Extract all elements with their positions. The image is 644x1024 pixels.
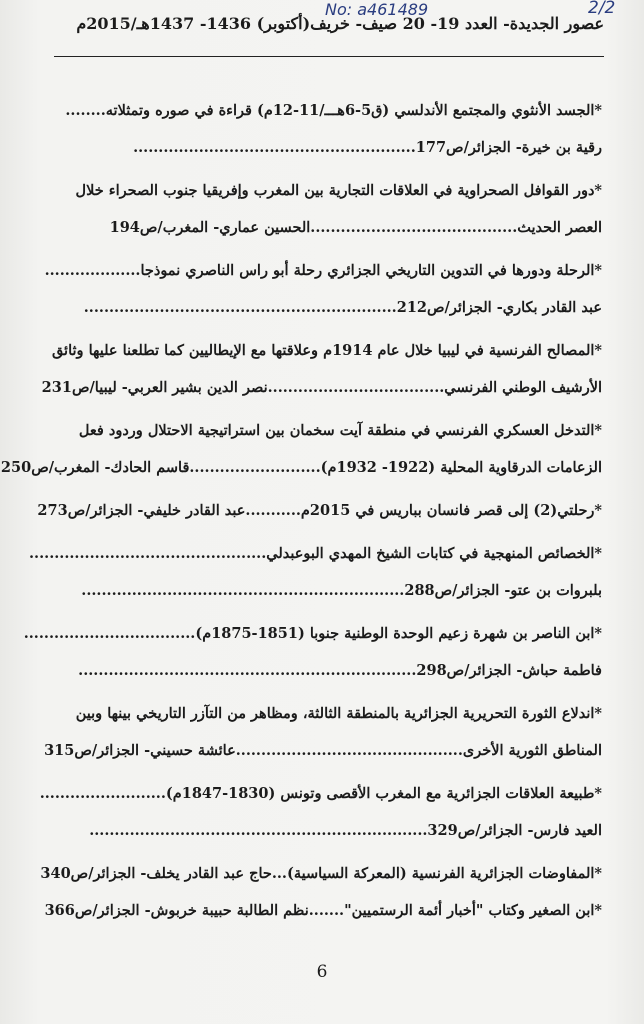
entry-author-line: العيد فارس- الجزائر/ص329................................................................... — [89, 822, 602, 839]
toc-entry — [23, 615, 602, 689]
entry-author-line: المناطق الثورية الأخرى.............................................عائشة حسيني- الجزائر/ص315 — [44, 742, 602, 759]
toc-entry — [42, 855, 602, 929]
entry-author-line: عبد القادر بكاري- الجزائر/ص212.............................................................. — [83, 299, 602, 316]
entry-title-line: *ابن الناصر بن شهرة زعيم الوحدة الوطنية جنوبا (1851-1875م).................................. — [23, 625, 602, 642]
entry-title-line: *المصالح الفرنسية في ليبيا خلال عام 1914م وعلاقتها مع الإيطاليين كما تطلعنا عليها وثائق — [51, 342, 602, 359]
entry-title-line: *الجسد الأنثوي والمجتمع الأندلسي (ق5-6هـــ/11-12م) قراءة في صوره وتمثلاته........ — [65, 102, 602, 119]
entry-title-line: *دور القوافل الصحراوية في العلاقات التجارية بين المغرب وإفريقيا جنوب الصحراء خلال — [75, 182, 602, 199]
toc-entry — [29, 535, 602, 609]
entry-title-line: *الرحلة ودورها في التدوين التاريخي الجزائري رحلة أبو راس الناصري نموذجا................... — [44, 262, 602, 279]
toc-entry — [0, 412, 602, 486]
table-of-contents — [0, 92, 602, 935]
entry-author-line: الزعامات الدرقاوية المحلية (1922- 1932م)..........................قاسم الحادك- المغرب/ص250 — [0, 459, 602, 476]
toc-entry — [42, 172, 602, 246]
entry-author-line: العصر الحديث.........................................الحسين عماري- المغرب/ص194 — [109, 219, 602, 236]
page-number: 6 — [316, 962, 328, 982]
running-header: عصور الجديدة- العدد 19- 20 صيف- خريف(أكتوبر) 1436- 1437هـ/2015م — [76, 14, 604, 33]
entry-author-line: رقية بن خيرة- الجزائر/ص177........................................................ — [133, 139, 602, 156]
entry-author-line: بلبروات بن عتو- الجزائر/ص288................................................................ — [81, 582, 602, 599]
entry-title-line: *التدخل العسكري الفرنسي في منطقة آيت سخمان بين استراتيجية الاحتلال وردود فعل — [78, 422, 602, 439]
toc-entry — [42, 332, 602, 406]
entry-title-line: *المفاوضات الجزائرية الفرنسية (المعركة السياسية)...حاج عبد القادر يخلف- الجزائر/ص340 — [40, 865, 602, 882]
entry-author-line: فاطمة حباش- الجزائر/ص298................................................................... — [78, 662, 602, 679]
toc-entry — [37, 492, 602, 529]
entry-title-line: *ابن الصغير وكتاب "أخبار أئمة الرستميين".......نظم الطالبة حبيبة خربوش- الجزائر/ص366 — [44, 902, 602, 919]
handwritten-page-mark: 2/2 — [588, 0, 616, 18]
header-rule — [54, 56, 604, 57]
toc-entry — [42, 92, 602, 166]
handwritten-catalog-number: No: a461489 — [325, 0, 429, 19]
entry-title-line: *الخصائص المنهجية في كتابات الشيخ المهدي البوعبدلي............................................... — [29, 545, 602, 562]
entry-title-line: *اندلاع الثورة التحريرية الجزائرية بالمنطقة الثالثة، ومظاهر من التآزر التاريخي بينها وبين — [75, 705, 602, 722]
toc-entry — [42, 252, 602, 326]
toc-entry — [39, 775, 602, 849]
entry-author-line: الأرشيف الوطني الفرنسي...................................نصر الدين بشير العربي- ليبيا/ص231 — [41, 379, 602, 396]
entry-title-line: *طبيعة العلاقات الجزائرية مع المغرب الأقصى وتونس (1830-1847م)......................... — [39, 785, 602, 802]
toc-entry — [42, 695, 602, 769]
entry-title-line: *رحلتي(2) إلى قصر فانسان بباريس في 2015م...........عبد القادر خليفي- الجزائر/ص273 — [37, 502, 602, 519]
